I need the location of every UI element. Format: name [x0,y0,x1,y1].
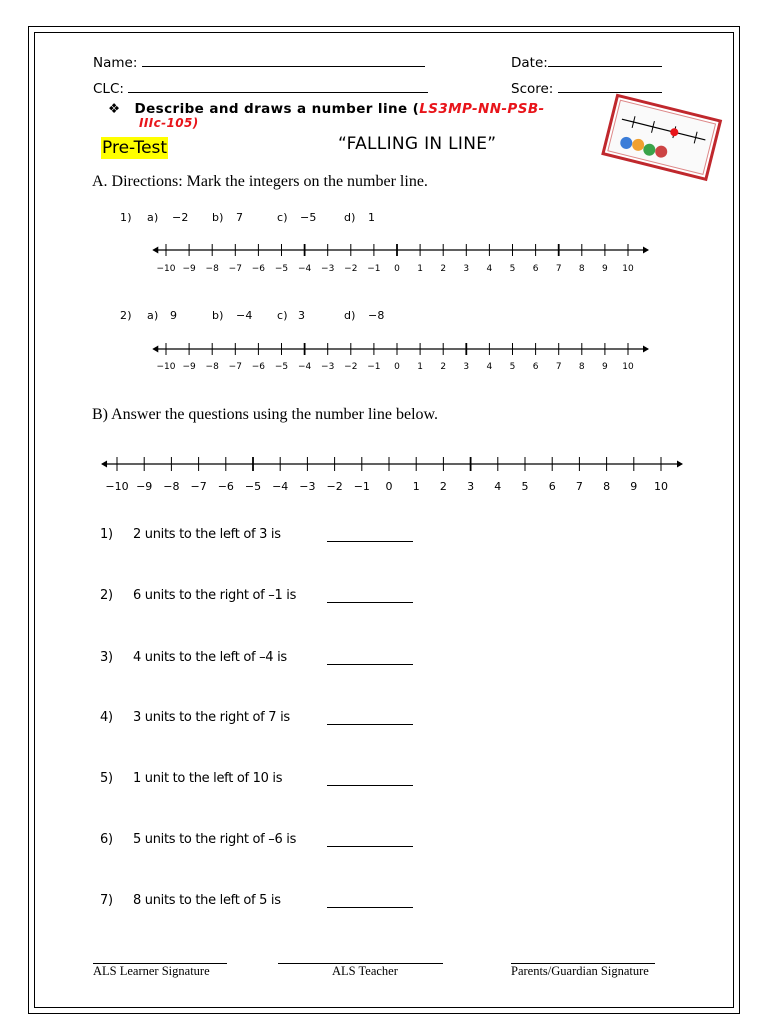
tick-label: 0 [385,480,393,493]
date-line [548,53,662,67]
option-value: −4 [236,309,253,322]
tick-label: −1 [367,264,381,274]
worksheet-title: “FALLING IN LINE” [338,134,497,154]
number-line-1[interactable] [140,238,660,278]
date-label: Date: [511,55,548,71]
section-b-directions: B) Answer the questions using the number line below. [92,406,439,423]
tick-label: 9 [602,264,608,274]
tick-label: −5 [244,480,262,493]
tick-label: −6 [251,362,266,372]
option-value: 1 [368,211,376,224]
option-value: 9 [170,309,178,322]
arrow-left-icon [152,247,158,254]
tick-label: −9 [182,264,196,274]
tick-label: −10 [156,362,176,372]
tick-label: −4 [297,362,312,372]
name-field[interactable] [93,53,425,71]
tick-label: −6 [251,264,266,274]
option-label: d) [344,211,356,224]
tick-label: −3 [299,480,316,493]
item-number: 3) [100,650,113,665]
tick-label: 7 [575,480,583,493]
tick-label: −7 [190,480,207,493]
parent-signature-label: Parents/Guardian Signature [511,964,649,978]
score-line [558,79,662,93]
tick-label: −7 [228,362,242,372]
tick-label: −4 [272,480,289,493]
tick-label: −3 [321,362,335,372]
item-text: 5 units to the right of –6 is [133,832,297,847]
item-number: 2) [100,588,113,603]
tick-label: 4 [494,480,502,493]
tick-label: 6 [532,362,539,372]
tick-label: 1 [417,362,423,372]
answer-blank[interactable] [327,602,413,603]
tick-label: 8 [603,480,611,493]
tick-label: 0 [394,362,400,372]
question-number: 1) [120,211,132,224]
tick-label: 3 [467,480,475,493]
tick-label: 2 [440,264,447,274]
item-number: 1) [100,527,113,542]
tick-label: −1 [367,362,381,372]
arrow-right-icon [643,247,649,254]
tick-label: 8 [578,362,585,372]
option-label: b) [212,309,224,322]
item-text: 8 units to the left of 5 is [133,893,281,908]
tick-label: 9 [630,480,638,493]
tick-label: −7 [228,264,242,274]
tick-label: 3 [463,362,470,372]
answer-blank[interactable] [327,846,413,847]
arrow-right-icon [643,346,649,353]
tick-label: −4 [297,264,312,274]
tick-label: 10 [622,264,634,274]
objective-code-tail: IIIc-105) [139,116,199,130]
name-label: Name: [93,55,138,71]
answer-blank[interactable] [327,785,413,786]
tick-label: −8 [205,362,219,372]
answer-blank[interactable] [327,724,413,725]
option-label: b) [212,211,224,224]
tick-label: 8 [578,264,585,274]
number-line-illustration [600,95,720,185]
arrow-right-icon [677,461,683,468]
number-line-2[interactable] [140,336,660,376]
tick-label: 4 [486,264,493,274]
tick-label: −10 [156,264,176,274]
option-label: c) [277,309,288,322]
item-number: 7) [100,893,113,908]
objective-line [108,101,545,130]
tick-label: −9 [182,362,196,372]
tick-label: 2 [440,362,447,372]
answer-blank[interactable] [327,664,413,665]
tick-label: 1 [417,264,423,274]
tick-label: −8 [205,264,219,274]
date-field[interactable] [511,53,662,71]
bullet-icon: ❖ [108,101,121,117]
pretest-label: Pre-Test [102,138,168,158]
tick-label: −3 [321,264,335,274]
item-number: 6) [100,832,113,847]
option-value: −8 [368,309,385,322]
item-text: 2 units to the left of 3 is [133,527,281,542]
item-text: 6 units to the right of –1 is [133,588,297,603]
tick-label: 5 [521,480,529,493]
item-text: 3 units to the right of 7 is [133,710,290,725]
tick-label: −5 [274,264,289,274]
item-number: 5) [100,771,113,786]
option-label: a) [147,211,159,224]
option-label: d) [344,309,356,322]
tick-label: 1 [412,480,420,493]
item-text: 1 unit to the left of 10 is [133,771,283,786]
tick-label: 0 [394,264,400,274]
option-label: a) [147,309,159,322]
tick-label: 5 [509,264,516,274]
tick-label: −2 [344,264,358,274]
tick-label: −2 [344,362,358,372]
answer-blank[interactable] [327,907,413,908]
tick-label: 6 [548,480,556,493]
clc-field[interactable] [93,79,428,97]
tick-label: 7 [555,362,562,372]
tick-label: 7 [555,264,562,274]
tick-label: 10 [622,362,634,372]
question-number: 2) [120,309,132,322]
clc-line [128,79,428,93]
option-value: 7 [236,211,244,224]
tick-label: −6 [217,480,234,493]
tick-label: −8 [163,480,180,493]
section-a-directions: A. Directions: Mark the integers on the number line. [92,173,428,190]
item-number: 4) [100,710,113,725]
tick-label: −9 [136,480,153,493]
arrow-left-icon [152,346,158,353]
tick-label: 4 [486,362,493,372]
arrow-left-icon [101,461,107,468]
teacher-signature-label: ALS Teacher [332,964,398,978]
tick-label: −5 [274,362,289,372]
tick-label: −1 [353,480,370,493]
tick-label: −2 [326,480,343,493]
tick-label: 9 [602,362,608,372]
tick-label: 2 [439,480,447,493]
objective-code: LS3MP-NN-PSB- [419,101,545,117]
option-label: c) [277,211,288,224]
item-text: 4 units to the left of –4 is [133,650,287,665]
option-value: −5 [300,211,317,224]
tick-label: −10 [105,480,129,493]
number-line-3 [92,450,692,498]
learner-signature-label: ALS Learner Signature [93,964,210,978]
clc-label: CLC: [93,81,124,97]
tick-label: 5 [509,362,516,372]
tick-label: 10 [654,480,668,493]
answer-blank[interactable] [327,541,413,542]
score-label: Score: [511,81,554,97]
tick-label: 6 [532,264,539,274]
tick-label: 3 [463,264,470,274]
option-value: 3 [298,309,306,322]
option-value: −2 [172,211,189,224]
name-line [142,53,425,67]
objective-text: Describe and draws a number line ( [134,101,420,117]
